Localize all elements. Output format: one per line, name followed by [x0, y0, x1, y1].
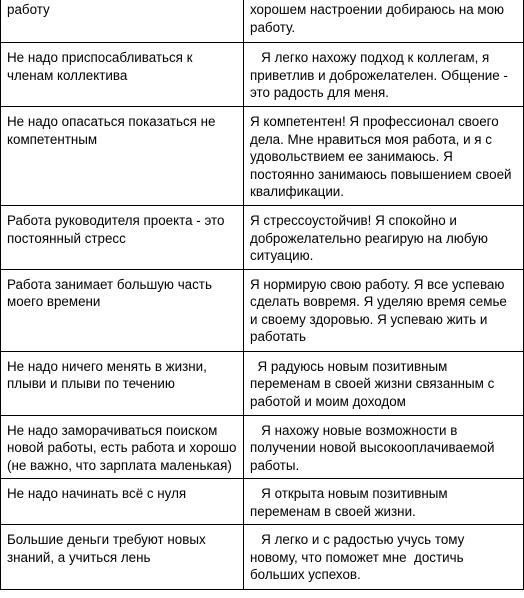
affirmation-cell: Я легко и с радостью учусь тому новому, что поможет мне достичь больших успехов.	[244, 525, 524, 590]
negative-belief-cell: Не надо заморачиваться поиском новой работы, есть работа и хорошо (не важно, что зарплата маленькая)	[1, 415, 244, 479]
table-row	[1, 43, 524, 107]
negative-belief-cell: Работа занимает большую часть моего времени	[1, 269, 244, 351]
table-row	[1, 479, 524, 525]
affirmation-cell: Я открыта новым позитивным переменам в своей жизни.	[244, 479, 524, 525]
negative-belief-cell: Не надо ничего менять в жизни, плыви и плыви по течению	[1, 351, 244, 415]
affirmation-cell: хорошем настроении добираюсь на мою работу.	[244, 0, 524, 43]
table-row	[1, 107, 524, 206]
negative-belief-cell: Не надо опасаться показаться не компетентным	[1, 107, 244, 206]
affirmation-cell: Я радуюсь новым позитивным переменам в своей жизни связанным с работой и моим доходом	[244, 351, 524, 415]
affirmation-cell: Я нахожу новые возможности в получении новой высокооплачиваемой работы.	[244, 415, 524, 479]
table-row	[1, 351, 524, 415]
table-row	[1, 206, 524, 270]
affirmation-cell: Я нормирую свою работу. Я все успеваю сделать вовремя. Я уделяю время семье и своему здоровью. Я успеваю жить и работать	[244, 269, 524, 351]
table-row	[1, 0, 524, 43]
affirmation-cell: Я стрессоустойчив! Я спокойно и доброжелательно реагирую на любую ситуацию.	[244, 206, 524, 270]
negative-belief-cell: Не надо начинать всё с нуля	[1, 479, 244, 525]
table-row	[1, 269, 524, 351]
affirmation-cell: Я легко нахожу подход к коллегам, я приветлив и доброжелателен. Общение - это радость для меня.	[244, 43, 524, 107]
negative-belief-cell: Работа руководителя проекта - это постоянный стресс	[1, 206, 244, 270]
affirmation-cell: Я компетентен! Я профессионал своего дела. Мне нравиться моя работа, и я с удовольствием ее занимаюсь. Я постоянно занимаюсь повышением своей квалификации.	[244, 107, 524, 206]
negative-belief-cell: работу	[1, 0, 244, 43]
table-row	[1, 415, 524, 479]
negative-belief-cell: Большие деньги требуют новых знаний, а учиться лень	[1, 525, 244, 590]
negative-belief-cell: Не надо приспосабливаться к членам коллектива	[1, 43, 244, 107]
table-row	[1, 525, 524, 590]
